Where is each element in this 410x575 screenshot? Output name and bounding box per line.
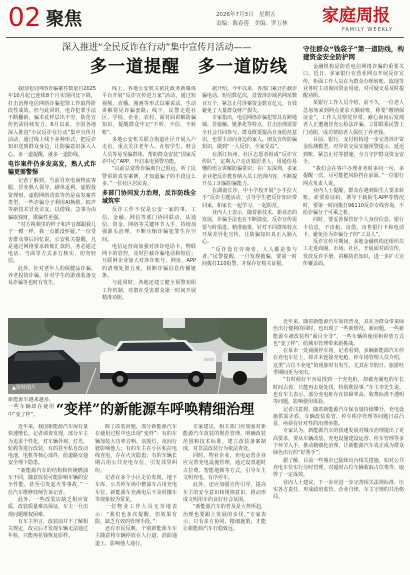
paragraph: “对方视频里的样子和声音都跟我儿子一模一样，我一点都没怀疑。”一位受害群众事后回忆说。公安机关提醒，凡是通过网络要求转账汇款的，务必通过电话、当面等方式多方核实，切勿轻信。 bbox=[8, 221, 96, 265]
paragraph: 专家建议，相关部门应加强对新能源汽车改装的规范管理，明确改装范围和技术标准，建立改装备案制度，对非法改装行为依法查处。 bbox=[183, 424, 266, 452]
photo-image bbox=[8, 318, 267, 394]
header-divider bbox=[6, 37, 404, 38]
paragraph: 专家认为，新能源汽车的快速发展对城市治理提出了更高要求。要从车辆改装、充电设施建设运营、停车管理等多个环节入手，推动精细化治理，让新能源汽车真正成为群众绿色出行的“好帮手”。 bbox=[273, 428, 404, 457]
paragraph: 金融机构是防范电信网络诈骗的重要关口。近日，多家银行在营业网点开展反诈宣传，柜面工作人员在为群众办理转账、取现等业务时主动询问资金用途，对可疑交易及时提醒劝阻。 bbox=[303, 64, 404, 100]
subheading: 电诈案件仍多发高发，熟人式诈骗更需警惕 bbox=[8, 160, 96, 176]
paragraph: 同时，物业企业、充电运营企业应完善充电设施管理，通过设置超时占位费、智能地锁等方式，引导车主文明充电、有序停车。 bbox=[183, 453, 266, 482]
paragraph: 在湖南长沙，中小学校开展“小手拉大手”反诈主题活动，引导学生把反诈知识带回家，和家长一起学习、一起防范。 bbox=[202, 188, 297, 209]
paragraph: 除了改装问题，部分新能源汽车在使用过程中也出现“变样”：有的车辆加装大功率音响、氛围灯，夜间行驶影响他人；有的车主在小区私拉电线充电，存在火灾隐患；有的车辆长期占用公共充电车位，引发邻里纠纷。 bbox=[95, 424, 177, 474]
paragraph: 记者在多个小区走访发现，地下车库、公共停车场中燃油车占用充电车位、新能源车充满电后不及时挪车等现象较为常见。 bbox=[95, 475, 177, 503]
paragraph: 据介绍，今年以来，各部门累计拦截诈骗电话、短信数亿次，处置涉诈域名网址数百万个，紧急止付涉案资金数百亿元，有效避免了大量群众财产损失。 bbox=[202, 86, 297, 114]
article1-column-1 bbox=[8, 86, 96, 315]
issue-date: 2026年7月3日 星期五 bbox=[216, 12, 276, 18]
paragraph: 一位物业工作人员无奈地表示：“我们也多次提醒，但效果有限，缺乏有效的管理手段。” bbox=[95, 504, 177, 525]
article-headline: “变样”的新能源车呼唤精细治理 bbox=[56, 402, 255, 418]
paragraph: “反诈没有旁观者，人人都是参与者。”民警提醒，一旦发现被骗，要第一时间拨打110报警，并保存好相关证据。 bbox=[202, 246, 297, 268]
paragraph: 业内人士表示，随着新技术、新业态的发展，诈骗手法也在不断演变。反诈宣传需要与时俱进、精准施策，针对不同群体特点开展差异化宣传，让防骗知识真正入脑入心。 bbox=[202, 210, 297, 246]
paragraph: 还有市民反映，个别新能源车车主随意将车辆停放在人行道、消防通道上，影响他人通行。 bbox=[95, 526, 177, 547]
newspaper-logo: 家庭周报 bbox=[322, 6, 390, 26]
subheading: 多部门协同发力治理，反诈防线全域筑牢 bbox=[102, 190, 196, 205]
paragraph: 在某市一处商圈停车场，记者看到，多辆新能源汽车停在充电车位上，却并未连接充电枪。停车场管理人员介绍，这类“占位不充电”的现象时有发生，尤其在节假日、旅游旺季期间更为突出。 bbox=[273, 348, 404, 377]
paragraph: 反诈宣传月期间，多地金融机构还组织员工走进商圈、市场、社区，开展面对面宣传，发放反诈手册，讲解防范知识，进一步扩大宣传覆盖面。 bbox=[303, 239, 404, 268]
article2-lead bbox=[8, 397, 54, 421]
newspaper-logo-english: FAMILY WEEKLY bbox=[342, 27, 394, 33]
paragraph: “新能源汽车的结构和传统燃油车不同，随意改装可能影响车辆的安全性能，甚至引发起火等事故。”一位汽车维修技师告诉记者。 bbox=[8, 467, 88, 496]
paragraph: 电信运营商加强对涉诈电话卡、物联网卡的管控，及时拦截诈骗电话和短信；互联网企业加大对涉诈账号、网址、APP的清理处置力度，斩断诈骗信息传播链条。 bbox=[102, 243, 196, 280]
paragraph: “新能源汽车的普及是大势所趋，治理也要跟上发展的步伐。”专家表示，只有多方协同、精细施策，才能让新能源汽车行稳致远。 bbox=[183, 504, 266, 533]
article2-column-right bbox=[273, 319, 404, 572]
page-header bbox=[0, 0, 410, 38]
paragraph: “有时候好不容易找到一个充电桩，却被充满电的车长时间占着，只能再去别处找，特别耽误事。”车主李先生说。也有车主表示，部分充电桩存在故障率高、收费标准不透明等问题，影响使用体验。 bbox=[273, 377, 404, 406]
article2-column-2 bbox=[95, 424, 177, 572]
paragraph: 有车主坦言，改装前并不了解相关规定，改完后才发现车辆无法通过年检，只能再花钱恢复原样。 bbox=[8, 518, 88, 540]
paragraph: 目前，银行、支付机构进一步完善涉诈资金监测模型，对异常交易实施预警提示、延迟到账、紧急止付等措施，全力守护群众资金安全。 bbox=[303, 136, 404, 165]
paragraph: 据了解，目前一些城市已陆续出台相关措施，如对公共充电车位实行分时管理、对超时占位车辆收取占位费等，取得了一定成效。 bbox=[273, 457, 404, 479]
paragraph: 与此同时，各地还建立健全预警劝阻工作机制，对潜在受害群众第一时间开展精准劝阻。 bbox=[102, 280, 196, 301]
article2-column-3 bbox=[183, 424, 266, 572]
subheading: 守住群众“钱袋子”第一道防线，构建资金安全防护网 bbox=[303, 45, 404, 61]
article1-column-3 bbox=[202, 86, 297, 315]
paragraph: 某银行工作人员介绍，前不久，一位老人急匆匆来到网点要求大额转账，称要“缴纳保证金”。工作人员察觉异常，耐心询问后发现老人正遭遇冒充公检法诈骗，立即联系民警上门劝阻，成功帮助老人保住了养老钱。 bbox=[303, 100, 404, 136]
paragraph: 此外，还应加强宣传引导，提高车主的安全意识和规则意识，推动形成文明用车的良好社会氛围。 bbox=[183, 482, 266, 503]
paragraph: 专家指出，电信网络诈骗犯罪具有跨地域、非接触、链条化等特点，打击治理需要全社会共同参与。群众既要提高自身防范意识，也要主动向身边的家人、朋友宣传防骗知识，做到“一人反诈，全家受益”。 bbox=[202, 115, 297, 151]
paragraph: 我国电信网络诈骗案件数量自2025年10月起已连续8个月实现同比下降，打击治理电信网络诈骗犯罪工作取得阶段性成效。但与此同时，电诈犯罪手法不断翻新，骗术花样层出不穷，防范宣传仍需持续发力。6月以来，全国各地深入推进“全民反诈在行动”集中宣传月活动，通过线上线下多种形式，把反诈知识送到群众身边，让防骗意识深入人心。多一道提醒，就多一道防线。 bbox=[8, 86, 96, 158]
paragraph: “我们会在客户办理业务时多问一句、多提醒一次，尽可能把风险挡在前面。”一位银行网点负责人说。 bbox=[303, 166, 404, 187]
paragraph: 此外，一些改装店缺乏相应资质，改装质量难以保证，车主一旦出现问题维权困难。 bbox=[8, 496, 88, 518]
paragraph: 近年来，随着新能源汽车加快普及，其在为群众带来绿色出行便利的同时，也出现了一些新情况、新问题。一些新能源车被改装得“面目全非”，一些车辆的使用和停放方式也“变了样”，给城市管理带来新挑战。 bbox=[273, 319, 404, 347]
paragraph: 业内人士提醒，群众在遇到陌生人要求转账、索要验证码、诱导下载陌生APP等情况时，要第一时间拨打96110反诈专线咨询，不给诈骗分子可乘之机。 bbox=[303, 188, 404, 216]
paragraph: 在浙江杭州，社区志愿者组成“反诈宣传队”，定期入户走访独居老人，用通俗易懂的语言讲解防骗常识；在广东深圳，多家企业把反诈教育纳入员工培训内容，不断提升员工识骗防骗能力。 bbox=[202, 151, 297, 187]
article-headline: 多一道提醒 多一道防线 bbox=[90, 57, 288, 77]
paragraph: 此外，针对老年人的保健品诈骗、养老投资诈骗，针对学生的游戏装备交易诈骗等也时有发生。 bbox=[8, 265, 96, 287]
article1-column-2 bbox=[102, 86, 196, 315]
article-kicker: 深入推进“全民反诈在行动”集中宣传月活动—— bbox=[62, 43, 252, 53]
paragraph: 近年来，我国新能源汽车保有量快速增长。记者调查发现，部分车主为追求个性化，对车辆外观、灯光、轮毂等进行改装，有的甚至私自改动电池、电机等核心部件，给道路交通安全埋下隐患。 bbox=[8, 424, 88, 467]
article2-column-1 bbox=[8, 424, 88, 572]
paragraph: 线上，各地公安机关依托政务新媒体平台开展“反诈宣传进万家”活动，通过短视频、直播、漫画等形式以案说法，生动讲解常见诈骗套路；线下，民警走进社区、学校、企业、农村，面对面讲解防骗知识，提醒群众牢记“不听、不信、不转账”。 bbox=[102, 86, 196, 136]
news-photo bbox=[8, 318, 267, 394]
paragraph: 记者注意到，随着新能源汽车保有量持续攀升，充电设施供需矛盾、车辆改装监管、停车秩序管理等问题日益凸显，亟须有针对性的治理举措。 bbox=[273, 406, 404, 428]
photo-caption: ▲资料图片 bbox=[12, 385, 36, 391]
paragraph: 多地公安机关联合街道社区开展入户走访，重点关注老年人、在校学生、财会人员等易受骗群体，帮助群众安装“国家反诈中心”APP，开启来电预警功能。 bbox=[102, 137, 196, 165]
paragraph: 反诈工作不仅是公安一家的事。工信、金融、网信等部门协同联动，从通信、资金、网络等关键环节入手，持续加强源头治理，不断压缩诈骗犯罪生存空间。 bbox=[102, 207, 196, 243]
paragraph: 业内人士建议，下一步应进一步完善相关法规标准，压实各方责任，形成政府监管、企业自律、车主守规的共治格局。 bbox=[273, 479, 404, 501]
paragraph: 记者了解到，当前冒充电商物流客服、冒充熟人领导、刷单返利、虚假投资理财、虚假网络贷款等仍是高发案件类型。一些诈骗分子利用AI换脸、拟声等新技术冒充亲友，以借钱、急事为由骗取钱财，欺骗性更强。 bbox=[8, 178, 96, 221]
paragraph: “以前总觉得诈骗离自己很远，听了民警讲的真实案例，才知道骗子的手段这么多。”一位社区居民说。 bbox=[102, 166, 196, 187]
paragraph: 同时，要妥善保管好个人身份信息、银行卡信息，不出租、出借、出售银行卡和电话卡，避免沦为诈骗分子的“工具人”。 bbox=[303, 217, 404, 238]
section-title: 聚焦 bbox=[46, 9, 82, 30]
editors-line: 责编：陈春莲 美编：罗万林 bbox=[216, 21, 288, 27]
page-number: 02 bbox=[8, 3, 42, 33]
article1-column-4 bbox=[303, 45, 404, 315]
paragraph: 新能源车越来越多，一些车辆却在使用中“变了样”。 bbox=[8, 397, 54, 418]
